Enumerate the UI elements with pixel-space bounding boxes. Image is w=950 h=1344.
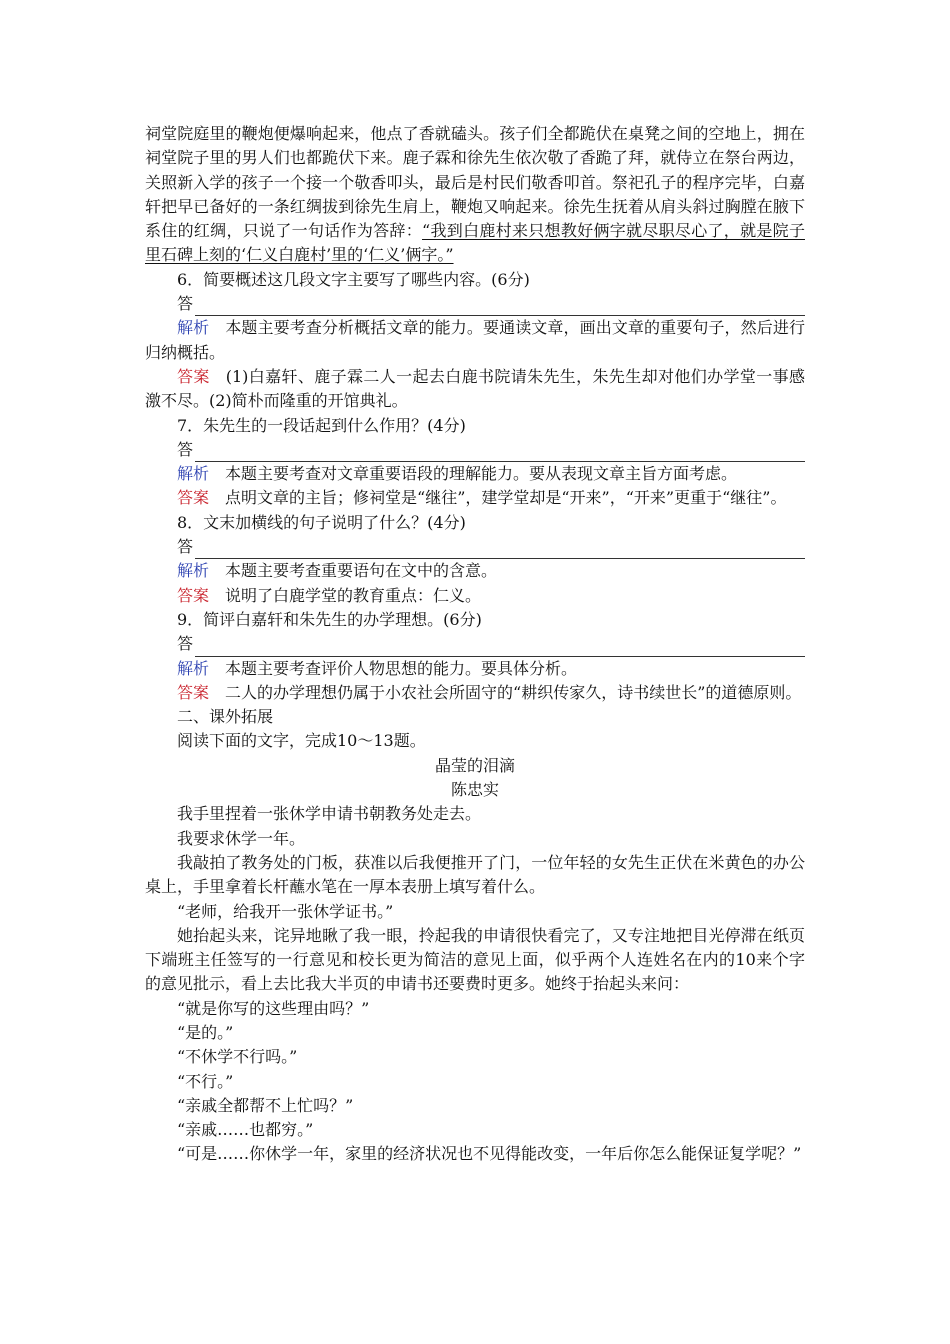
story-paragraph: “是的。” (177, 1022, 234, 1042)
answer-prefix: 答 (177, 537, 194, 557)
section-instruction: 阅读下面的文字，完成10～13题。 (177, 731, 426, 751)
story-paragraph: 我要求休学一年。 (177, 828, 306, 848)
story-paragraph: “不休学不行吗。” (177, 1047, 298, 1067)
analysis-7 (145, 462, 805, 486)
answer-line-7 (145, 438, 805, 462)
analysis-label: 解析 (177, 561, 210, 581)
answer-text: 说明了白鹿学堂的教育重点：仁义。 (225, 585, 482, 605)
analysis-text: 本题主要考查重要语句在文中的含意。 (225, 561, 498, 581)
answer-text: 二人的办学理想仍属于小农社会所固守的“耕织传家久，诗书续世长”的道德原则。 (225, 682, 802, 702)
answer-8 (145, 584, 805, 608)
question-9: 9．简评白嘉轩和朱先生的办学理想。(6分) (177, 609, 482, 629)
answer-line-9 (145, 632, 805, 656)
story-paragraph: “不行。” (177, 1071, 234, 1091)
analysis-8 (145, 559, 805, 583)
document-page (145, 122, 805, 1167)
answer-line-6 (145, 292, 805, 316)
answer-label: 答案 (177, 366, 210, 386)
section-heading: 二、课外拓展 (177, 707, 274, 727)
story-paragraph: 我手里捏着一张休学申请书朝教务处走去。 (177, 804, 482, 824)
passage-text: 祠堂院庭里的鞭炮便爆响起来，他点了香就磕头。孩子们全都跪伏在桌凳之间的空地上，拥在祠堂院子里的男人们也都跪伏下来。鹿子霖和徐先生依次敬了香跪了拜，就侍立在祭台两边，关照新入学的孩子一个接一个敬香叩头，最后是村民们敬香叩首。祭祀孔子的程序完毕，白嘉轩把早已备好的一条红绸拔到徐先生肩上，鞭炮又响起来。徐先生抚着从肩头斜过胸膛在腋下系住的红绸，只说了一句话作为答辞： (145, 124, 805, 241)
answer-prefix: 答 (177, 439, 194, 459)
analysis-label: 解析 (177, 658, 210, 678)
story-paragraph: “老师，给我开一张休学证书。” (177, 901, 394, 921)
question-6: 6．简要概述这几段文字主要写了哪些内容。(6分) (177, 269, 530, 289)
analysis-label: 解析 (177, 464, 210, 484)
answer-9 (145, 681, 805, 705)
passage-top (145, 122, 805, 268)
answer-rule (195, 639, 805, 657)
analysis-text: 本题主要考查评价人物思想的能力。要具体分析。 (225, 658, 578, 678)
story-paragraph: 她抬起头来，诧异地瞅了我一眼，拎起我的申请很快看完了，又专注地把目光停滞在纸页下端班主任签写的一行意见和校长更为简洁的意见上面，似乎两个人连姓名在内的10来个字的意见批示，看上去比我大半页的申请书还要费时更多。她终于抬起头来问： (145, 925, 805, 994)
analysis-9 (145, 657, 805, 681)
answer-rule (195, 444, 805, 462)
story-author: 陈忠实 (450, 780, 499, 800)
answer-label: 答案 (177, 488, 210, 508)
answer-prefix: 答 (177, 294, 194, 314)
answer-prefix: 答 (177, 634, 194, 654)
story-title: 晶莹的泪滴 (434, 755, 515, 775)
analysis-label: 解析 (177, 318, 210, 338)
answer-text: (1)白嘉轩、鹿子霖二人一起去白鹿书院请朱先生，朱先生却对他们办学堂一事感激不尽。(2)简朴而隆重的开馆典礼。 (145, 366, 805, 411)
answer-line-8 (145, 535, 805, 559)
story-paragraph: “就是你写的这些理由吗？” (177, 998, 370, 1018)
analysis-text: 本题主要考查分析概括文章的能力。要通读文章，画出文章的重要句子，然后进行归纳概括。 (145, 318, 805, 362)
story-paragraph: “可是……你休学一年，家里的经济状况也不见得能改变，一年后你怎么能保证复学呢？” (177, 1144, 802, 1164)
answer-label: 答案 (177, 585, 210, 605)
answer-7 (145, 486, 805, 510)
analysis-6 (145, 316, 805, 365)
underlined-sentence: “我到白鹿村来只想教好俩字就尽职尽心了，就是院子里石碑上刻的‘仁义白鹿村’里的‘仁义’俩字。” (145, 221, 805, 265)
answer-rule (195, 298, 805, 316)
answer-6 (145, 365, 805, 414)
analysis-text: 本题主要考查对文章重要语段的理解能力。要从表现文章主旨方面考虑。 (225, 464, 738, 484)
story-paragraph: “亲戚……也都穷。” (177, 1120, 314, 1140)
answer-rule (195, 541, 805, 559)
question-7: 7．朱先生的一段话起到什么作用？(4分) (177, 415, 466, 435)
answer-text: 点明文章的主旨；修祠堂是“继往”，建学堂却是“开来”，“开来”更重于“继往”。 (225, 488, 787, 508)
question-8: 8．文末加横线的句子说明了什么？(4分) (177, 512, 466, 532)
story-paragraph: “亲戚全都帮不上忙吗？” (177, 1095, 354, 1115)
answer-label: 答案 (177, 682, 210, 702)
story-paragraph: 我敲拍了教务处的门板，获准以后我便推开了门，一位年轻的女先生正伏在米黄色的办公桌上，手里拿着长杆蘸水笔在一厚本表册上填写着什么。 (145, 852, 805, 897)
